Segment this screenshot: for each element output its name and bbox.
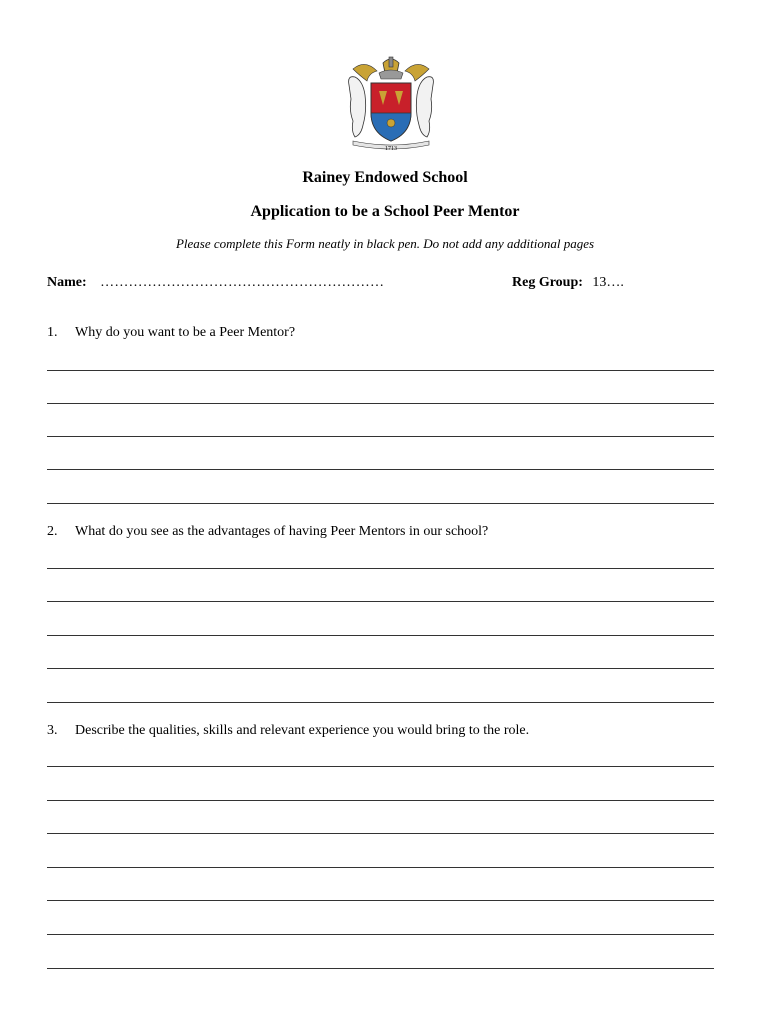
answer-line[interactable]: [47, 800, 714, 801]
question-2: [47, 524, 488, 540]
school-name: Rainey Endowed School: [302, 169, 468, 186]
name-field[interactable]: [47, 275, 384, 291]
answer-line[interactable]: [47, 867, 714, 868]
reg-group-label: Reg Group:: [512, 275, 583, 290]
school-crest-logo: [343, 55, 439, 159]
question-1: [47, 325, 295, 341]
answer-line[interactable]: [47, 702, 714, 703]
answer-line[interactable]: [47, 968, 714, 969]
answer-line[interactable]: [47, 436, 714, 437]
answer-line[interactable]: [47, 766, 714, 767]
question-text: Why do you want to be a Peer Mentor?: [75, 325, 296, 340]
crest-year: 1713: [385, 146, 397, 152]
form-instructions: Please complete this Form neatly in black pen. Do not add any additional pages: [175, 236, 595, 251]
answer-line[interactable]: [47, 469, 714, 470]
form-title: Application to be a School Peer Mentor: [250, 203, 520, 220]
answer-line[interactable]: [47, 934, 714, 935]
answer-line[interactable]: [47, 370, 714, 371]
answer-line[interactable]: [47, 833, 714, 834]
reg-group-value[interactable]: 13….: [592, 275, 624, 290]
reg-group-field[interactable]: [512, 275, 624, 291]
question-number: 3.: [47, 723, 58, 738]
name-value[interactable]: ……………………………………………………: [100, 275, 385, 290]
answer-line[interactable]: [47, 403, 714, 404]
question-3: [47, 723, 529, 739]
answer-line[interactable]: [47, 568, 714, 569]
question-text: What do you see as the advantages of having Peer Mentors in our school?: [75, 524, 489, 539]
question-text: Describe the qualities, skills and relevant experience you would bring to the role.: [75, 723, 530, 738]
question-number: 1.: [47, 325, 58, 340]
answer-line[interactable]: [47, 503, 714, 504]
question-number: 2.: [47, 524, 58, 539]
answer-line[interactable]: [47, 635, 714, 636]
answer-line[interactable]: [47, 668, 714, 669]
answer-line[interactable]: [47, 601, 714, 602]
answer-line[interactable]: [47, 900, 714, 901]
name-label: Name:: [47, 275, 87, 290]
